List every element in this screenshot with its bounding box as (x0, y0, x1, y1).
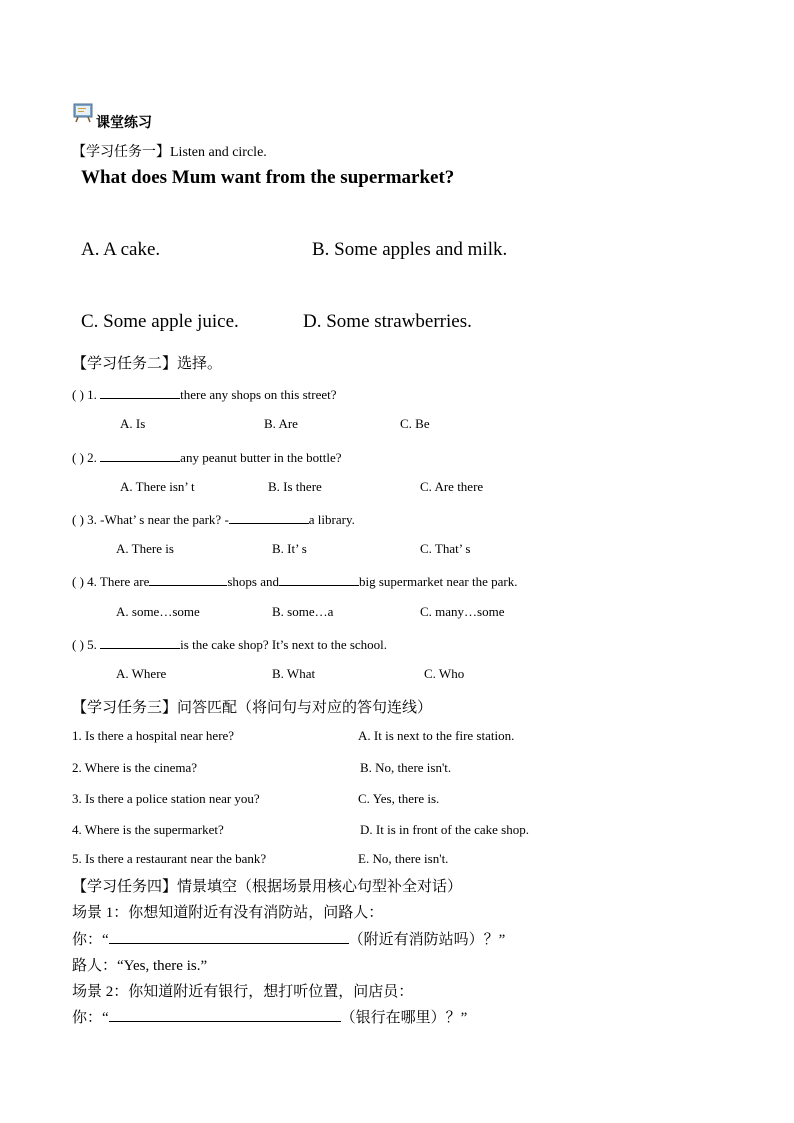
task3-answer-b: B. No, there isn't. (360, 760, 452, 775)
task2-q3-option-a: A. There is (116, 541, 174, 556)
answer-blank[interactable] (279, 572, 359, 586)
answer-blank[interactable] (149, 572, 227, 586)
task4-you-line-1: 你：“ （附近有消防站吗）？” (72, 932, 506, 948)
task2-q1-option-a: A. Is (120, 416, 146, 431)
task1-option-d: D. Some strawberries. (303, 311, 472, 332)
task2-q2: ( ) 2. any peanut butter in the bottle? (72, 450, 342, 465)
task3-heading: 【学习任务三】问答匹配（将问句与对应的答句连线） (72, 700, 433, 716)
task4-heading: 【学习任务四】情景填空（根据场景用核心句型补全对话） (72, 879, 463, 895)
task3-question-5: 5. Is there a restaurant near the bank? (72, 851, 267, 866)
task2-q5-option-a: A. Where (116, 666, 167, 681)
task4-scene1: 场景 1：你想知道附近有没有消防站，问路人： (72, 905, 384, 921)
task2-q1: ( ) 1. there any shops on this street? (72, 387, 337, 402)
task2-q1-option-b: B. Are (264, 416, 298, 431)
task2-q5-option-b: B. What (272, 666, 316, 681)
task2-q4-option-a: A. some…some (116, 604, 200, 619)
task2-q2-option-a: A. There isn’ t (120, 479, 195, 494)
answer-paren: ( ) (72, 574, 84, 589)
answer-paren: ( ) (72, 512, 84, 527)
task4-you-line-2: 你：“ （银行在哪里）？” (72, 1010, 468, 1026)
task2-q4-option-c: C. many…some (420, 604, 505, 619)
task2-q3-option-b: B. It’ s (272, 541, 307, 556)
task1-question: What does Mum want from the supermarket? (81, 167, 455, 188)
task3-answer-a: A. It is next to the fire station. (358, 728, 515, 743)
answer-paren: ( ) (72, 387, 84, 402)
task3-question-4: 4. Where is the supermarket? (72, 822, 224, 837)
task4-passerby-line: 路人：“Yes, there is.” (72, 958, 208, 974)
dialogue-blank-1[interactable] (109, 930, 349, 944)
task2-q3-option-c: C. That’ s (420, 541, 471, 556)
task3-question-2: 2. Where is the cinema? (72, 760, 198, 775)
answer-blank[interactable] (100, 448, 180, 462)
task3-answer-d: D. It is in front of the cake shop. (360, 822, 529, 837)
task2-q4-option-b: B. some…a (272, 604, 334, 619)
task2-q5: ( ) 5. is the cake shop? It’s next to the school. (72, 637, 388, 652)
task2-q1-option-c: C. Be (400, 416, 430, 431)
task2-q2-option-c: C. Are there (420, 479, 484, 494)
answer-blank[interactable] (229, 510, 309, 524)
task2-heading: 【学习任务二】选择。 (72, 356, 223, 372)
task3-question-1: 1. Is there a hospital near here? (72, 728, 235, 743)
task3-question-3: 3. Is there a police station near you? (72, 791, 260, 806)
task2-q4: ( ) 4. There are shops and big supermarket near the park. (72, 574, 518, 589)
task3-answer-e: E. No, there isn't. (358, 851, 449, 866)
task1-option-c: C. Some apple juice. (81, 311, 239, 332)
dialogue-blank-2[interactable] (109, 1008, 341, 1022)
task2-q2-option-b: B. Is there (268, 479, 322, 494)
task1-option-a: A. A cake. (81, 239, 161, 260)
answer-paren: ( ) (72, 450, 84, 465)
answer-paren: ( ) (72, 637, 84, 652)
section-title: 课堂练习 (96, 116, 152, 131)
task2-q5-option-c: C. Who (424, 666, 465, 681)
task2-q3: ( ) 3. -What’ s near the park? - a library. (72, 512, 355, 527)
answer-blank[interactable] (100, 385, 180, 399)
task1-option-b: B. Some apples and milk. (312, 239, 508, 260)
blackboard-icon (73, 103, 93, 123)
task1-heading: 【学习任务一】Listen and circle. (72, 145, 267, 160)
answer-blank[interactable] (100, 635, 180, 649)
task3-answer-c: C. Yes, there is. (358, 791, 440, 806)
task4-scene2: 场景 2：你知道附近有银行，想打听位置，问店员： (72, 984, 414, 1000)
